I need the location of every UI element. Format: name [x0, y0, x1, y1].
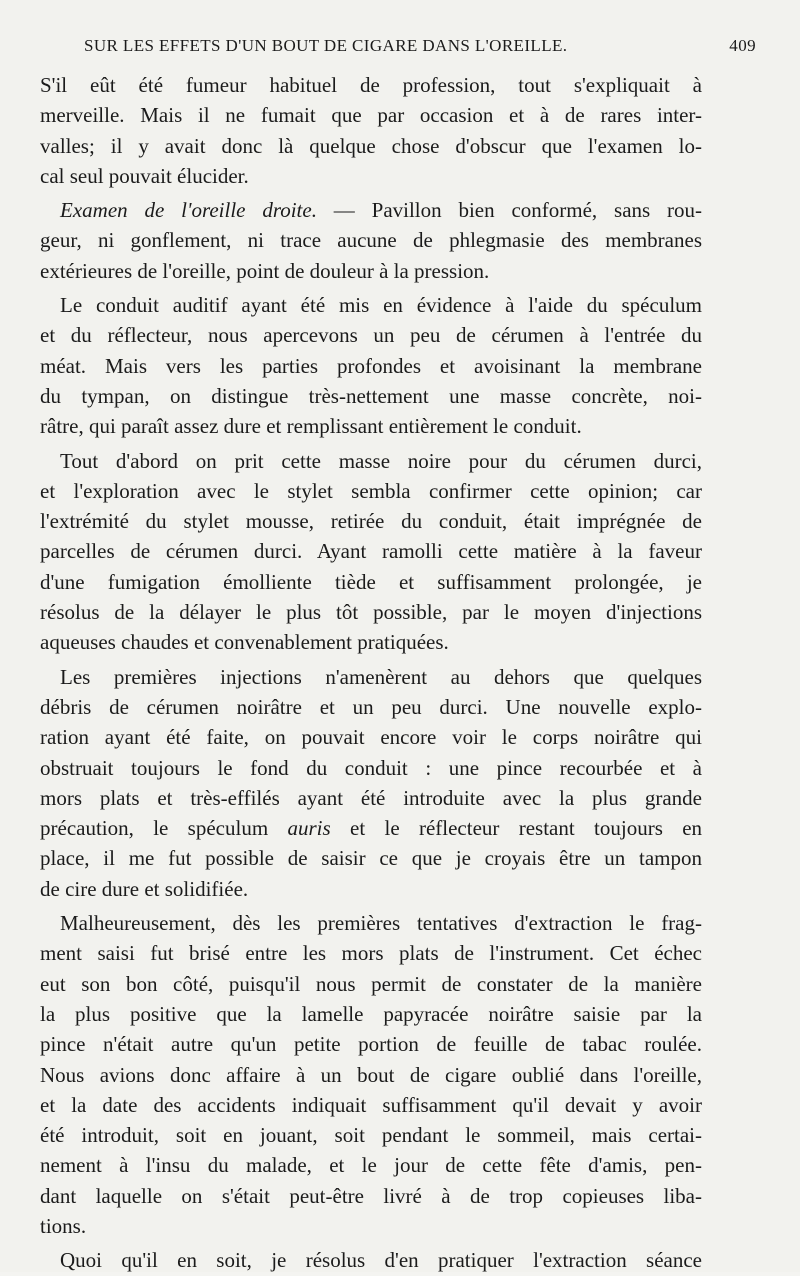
text-line: ment saisi fut brisé entre les mors plats de l'instrument. Cet échec: [40, 941, 702, 966]
text-line: aqueuses chaudes et convenablement pratiquées.: [40, 630, 449, 655]
text-line: râtre, qui paraît assez dure et remplissant entièrement le conduit.: [40, 414, 582, 439]
text-line: Le conduit auditif ayant été mis en évidence à l'aide du spéculum: [60, 293, 702, 318]
text-line: et du réflecteur, nous apercevons un peu de cérumen à l'entrée du: [40, 323, 702, 348]
text-line: d'une fumigation émolliente tiède et suffisamment prolongée, je: [40, 569, 702, 594]
text-line: et la date des accidents indiquait suffisamment qu'il devait y avoir: [40, 1092, 702, 1117]
text-line: débris de cérumen noirâtre et un peu durci. Une nouvelle explo-: [40, 694, 702, 719]
text-line: Malheureusement, dès les premières tentatives d'extraction le frag-: [60, 911, 702, 936]
text-line: obstruait toujours le fond du conduit : une pince recourbée et à: [40, 755, 702, 780]
text-line: parcelles de cérumen durci. Ayant ramolli cette matière à la faveur: [40, 539, 702, 564]
text-line: mors plats et très-effilés ayant été introduite avec la plus grande: [40, 785, 702, 810]
text-line: ration ayant été faite, on pouvait encore voir le corps noirâtre qui: [40, 725, 702, 750]
running-head: [40, 36, 756, 58]
body-text: [40, 70, 702, 1276]
running-title: SUR LES EFFETS D'UN BOUT DE CIGARE DANS L'OREILLE.: [84, 36, 568, 55]
text-line: du tympan, on distingue très-nettement une masse concrète, noi-: [40, 383, 702, 408]
text-line: Quoi qu'il en soit, je résolus d'en pratiquer l'extraction séance: [60, 1248, 702, 1273]
text-line: pince n'était autre qu'un petite portion de feuille de tabac roulée.: [40, 1032, 702, 1057]
line-text: et le réflecteur restant toujours en: [330, 816, 703, 841]
text-line: [40, 195, 702, 225]
text-line: l'extrémité du stylet mousse, retirée du conduit, était imprégnée de: [40, 509, 702, 534]
text-line: merveille. Mais il ne fumait que par occasion et à de rares inter-: [40, 103, 702, 128]
text-line: place, il me fut possible de saisir ce que je croyais être un tampon: [40, 846, 702, 871]
text-line: résolus de la délayer le plus tôt possible, par le moyen d'injections: [40, 600, 702, 625]
text-line: Nous avions donc affaire à un bout de cigare oublié dans l'oreille,: [40, 1062, 702, 1087]
text-line: et l'exploration avec le stylet sembla confirmer cette opinion; car: [40, 478, 702, 503]
line-text: — Pavillon bien conformé, sans rou-: [316, 198, 703, 223]
text-line: geur, ni gonflement, ni trace aucune de phlegmasie des membranes: [40, 228, 702, 253]
text-line: de cire dure et solidifiée.: [40, 876, 249, 901]
text-line: extérieures de l'oreille, point de douleur à la pression.: [40, 258, 490, 283]
line-text: précaution, le spéculum: [40, 816, 288, 841]
italic-word: auris: [287, 816, 331, 841]
text-line: nement à l'insu du malade, et le jour de cette fête d'amis, pen-: [40, 1153, 702, 1178]
page-number: 409: [729, 36, 756, 55]
text-line: été introduit, soit en jouant, soit pendant le sommeil, mais certai-: [40, 1123, 702, 1148]
text-line: dant laquelle on s'était peut-être livré à de trop copieuses liba-: [40, 1183, 702, 1208]
text-line: S'il eût été fumeur habituel de profession, tout s'expliquait à: [40, 73, 702, 97]
text-line: cal seul pouvait élucider.: [40, 163, 249, 188]
text-line: eut son bon côté, puisqu'il nous permit de constater de la manière: [40, 971, 702, 996]
text-line: méat. Mais vers les parties profondes et avoisinant la membrane: [40, 353, 702, 378]
text-line: Les premières injections n'amenèrent au dehors que quelques: [60, 664, 702, 689]
text-line: valles; il y avait donc là quelque chose d'obscur que l'examen lo-: [40, 133, 702, 158]
text-line: la plus positive que la lamelle papyracée noirâtre saisie par la: [40, 1001, 702, 1026]
italic-heading: Examen de l'oreille droite.: [60, 198, 317, 223]
text-line: [40, 813, 702, 843]
text-line: Tout d'abord on prit cette masse noire pour du cérumen durci,: [60, 448, 702, 473]
text-line: tions.: [40, 1213, 87, 1238]
